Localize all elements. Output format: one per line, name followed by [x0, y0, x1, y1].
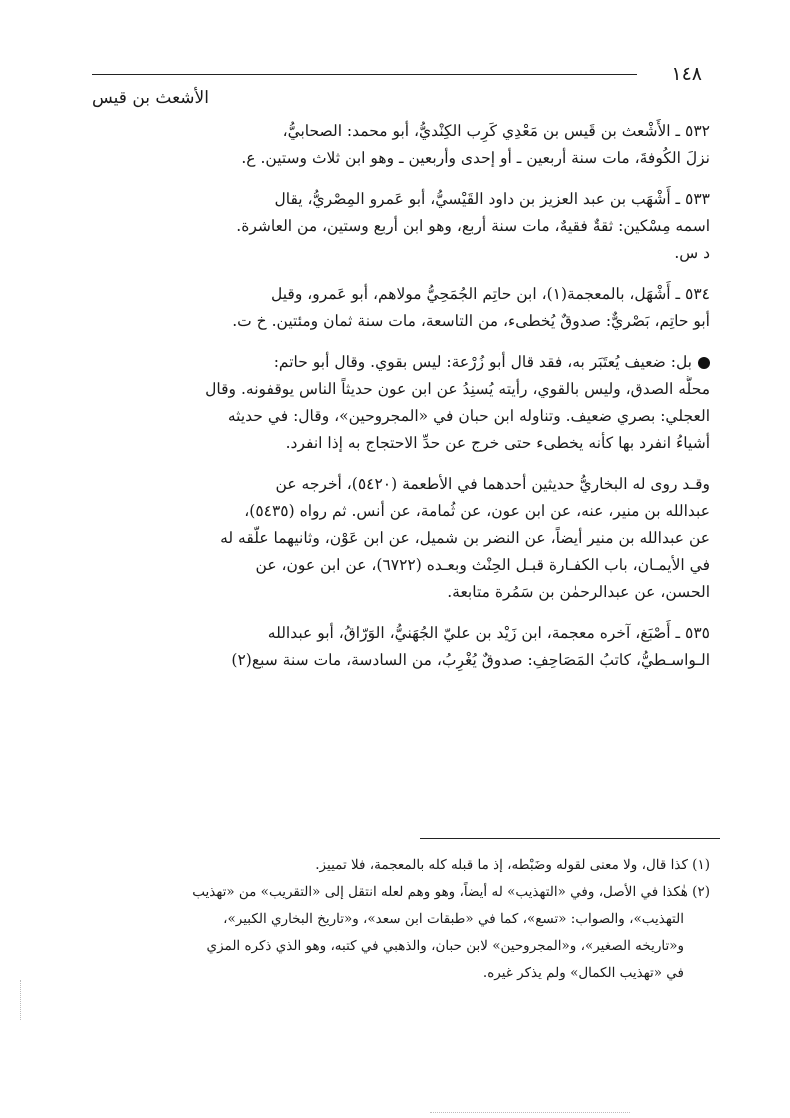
editor-note-534 [100, 349, 710, 457]
text-line: أبو حاتِم، بَصْريٌّ: صدوقٌ يُخطىء، من التاسعة، مات سنة ثمان ومئتين. خ ت. [232, 312, 710, 330]
text-line: ٥٣٤ ـ أَشْهَل، بالمعجمة(١)، ابن حاتِم الجُمَحِيُّ مولاهم، أبو عَمرو، وقيل [271, 285, 710, 303]
footnote-line: في «تهذيب الكمال» ولم يذكر غيره. [482, 965, 684, 981]
scan-bottom-mark [430, 1098, 630, 1113]
text-line: ٥٣٣ ـ أَشْهَب بن عبد العزيز بن داود القَيْسيُّ، أبو عَمرو المِصْريُّ، يقال [274, 190, 710, 208]
text-line: ٥٣٥ ـ أَصْبَغ، آخره معجمة، ابن زَيْد بن عليّ الجُهَنيُّ، الوَرّاقُ، أبو عبدالله [267, 624, 710, 642]
text-line [100, 349, 710, 376]
running-title: الأشعث بن قيس [92, 88, 209, 108]
text-line: د س. [674, 244, 710, 262]
text-line: أشياءُ انفرد بها كأنه يخطىء حتى خرج عن حدِّ الاحتجاج به إذا انفرد. [285, 434, 710, 452]
text-line: عبدالله بن منير، عنه، عن ابن عون، عن ثُمامة، عن أنس. ثم رواه (٥٤٣٥)، [244, 502, 710, 520]
footnote-line: التهذيب»، والصواب: «تسع»، كما في «طبقات ابن سعد»، و«تاريخ البخاري الكبير»، [223, 911, 684, 927]
text-line: محلُّه الصدق، وليس بالقوي، رأيته يُسنِدُ عن ابن عون حديثاً الناس يوقفونه. وقال [205, 380, 710, 398]
footnote-line: و«تاريخه الصغير»، و«المجروحين» لابن حبان، والذهبي في كتبه، وهو الذي ذكره المزي [206, 938, 684, 954]
footnote-line: (٢) هٰكذا في الأصل، وفي «التهذيب» له أيضاً، وهو وهم لعله انتقل إلى «التقريب» من «تهذيب [192, 884, 710, 900]
footnote-separator [420, 838, 720, 839]
page-number: ١٤٨ [671, 63, 702, 85]
text-line-content: بل: ضعيف يُعتَبَر به، فقد قال أبو زُرْعة: ليس بقوي. وقال أبو حاتم: [273, 353, 692, 371]
text-line: اسمه مِسْكين: ثقةٌ فقيهٌ، مات سنة أربع، وهو ابن أربع وستين، من العاشرة. [236, 217, 710, 235]
footnote-line: (١) كذا قال، ولا معنى لقوله وضَبْطه، إذ ما قبله كله بالمعجمة، فلا تمييز. [315, 857, 710, 873]
scan-margin-mark [20, 980, 25, 1020]
bullet-icon [698, 357, 710, 369]
text-line: العجلي: بصري ضعيف. وتناوله ابن حبان في «المجروحين»، وقال: في حديثه [227, 407, 710, 425]
text-line: الحسن، عن عبدالرحمٰن بن سَمُرة متابعة. [447, 583, 710, 601]
text-line: وقـد روى له البخاريُّ حديثين أحدهما في الأطعمة (٥٤٢٠)، أخرجه عن [275, 475, 710, 493]
entry-532 [100, 118, 710, 172]
entry-534 [100, 281, 710, 335]
footnotes [100, 852, 710, 987]
text-line: في الأيمـان، باب الكفـارة قبـل الحِنْث وبعـده (٦٧٢٢)، عن ابن عون، عن [255, 556, 710, 574]
text-line: نزلَ الكُوفةَ، مات سنة أربعين ـ أو إحدى وأربعين ـ وهو ابن ثلاث وستين. ع. [241, 149, 710, 167]
text-line: عن عبدالله بن منير أيضاً، عن النضر بن شميل، عن ابن عَوْن، وثانيهما علّقه له [220, 529, 710, 547]
entry-533 [100, 186, 710, 267]
running-header [92, 62, 702, 114]
entry-535 [100, 620, 710, 674]
text-line: ٥٣٢ ـ الأَشْعث بن قَيس بن مَعْدِي كَرِب الكِنْديُّ، أبو محمد: الصحابيُّ، [282, 122, 710, 140]
main-text [100, 118, 710, 688]
footnote-1 [100, 852, 710, 879]
editor-note-534-continued [100, 471, 710, 606]
text-line: الـواسـطيُّ، كاتبُ المَصَاحِفِ: صدوقٌ يُغْرِبُ، من السادسة، مات سنة سبع(٢) [231, 651, 710, 669]
footnote-2 [100, 879, 710, 987]
header-rule [92, 74, 637, 75]
